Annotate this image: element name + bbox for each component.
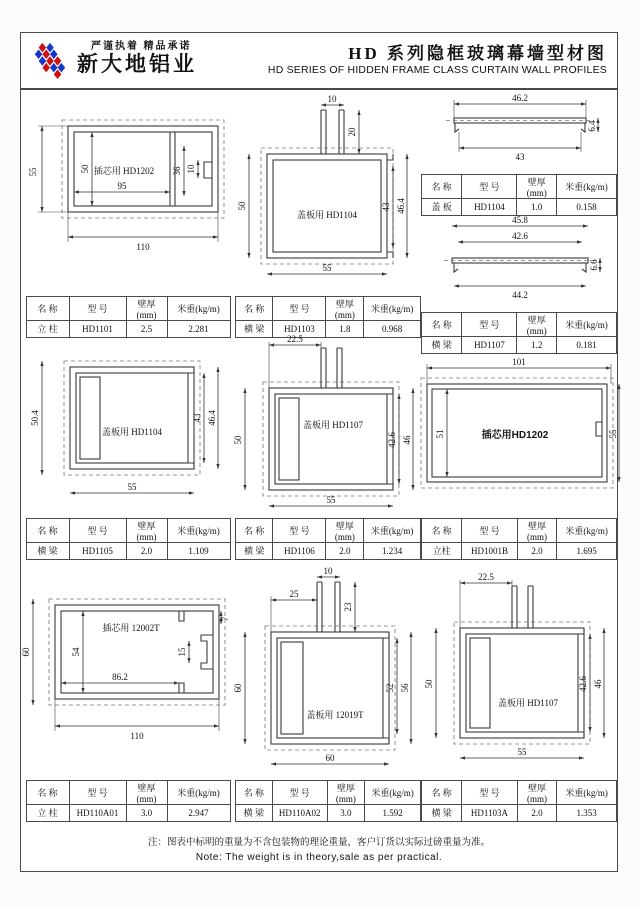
profile-drawing-hd1107-flat (424, 216, 614, 308)
spec-thickness: 2.0 (517, 804, 556, 821)
profile-geometry (444, 258, 596, 272)
page-frame (20, 32, 618, 872)
dim-label: 6.4 (587, 120, 597, 132)
spec-table-hd1103a (421, 780, 617, 822)
dim-label: 43 (515, 151, 525, 162)
footer-note (21, 830, 617, 871)
profile-drawing-hd1101 (26, 116, 231, 266)
spec-header: 名 称 (422, 780, 462, 804)
brand-block (29, 41, 197, 79)
spec-name: 立柱 (422, 542, 462, 559)
dim-label: 55 (322, 262, 332, 273)
spec-header: 壁厚(mm) (517, 174, 557, 198)
spec-header: 米重(kg/m) (167, 296, 230, 320)
spec-weight: 1.592 (365, 804, 421, 821)
dimensions-top (452, 215, 588, 242)
spec-header: 米重(kg/m) (167, 518, 230, 542)
spec-table-hd110a01 (26, 780, 231, 822)
spec-header: 名 称 (422, 174, 462, 198)
profile-use-label: 盖板用 HD1104 (102, 426, 162, 437)
spec-header: 壁厚(mm) (326, 518, 364, 542)
dim-label: 56 (400, 683, 410, 693)
diamond-cluster (35, 43, 65, 79)
dim-label: 50 (424, 679, 434, 689)
drawing-area (233, 565, 423, 776)
drawing-area (239, 90, 417, 292)
spec-table-hd1105 (26, 518, 231, 560)
dimensions-top (427, 357, 611, 384)
profile-sub-hd1104 (421, 90, 617, 216)
profile-use-label: 插芯用HD1202 (481, 429, 549, 441)
dim-label: 36 (171, 166, 182, 176)
spec-header: 米重(kg/m) (556, 312, 616, 336)
spec-model: HD110A02 (272, 804, 327, 821)
spec-header: 壁厚(mm) (126, 518, 167, 542)
dim-label: 110 (129, 730, 144, 741)
dim-label: 46.4 (396, 197, 406, 214)
profile-drawing-hd1103 (237, 93, 417, 286)
profile-use-label: 插芯用 HD1202 (93, 165, 154, 176)
company-logo-icon (29, 41, 71, 79)
drawing-area (21, 568, 236, 776)
profile-drawing-hd1001b (413, 356, 625, 504)
company-name: 新大地铝业 (77, 52, 197, 77)
spec-header: 名 称 (26, 518, 69, 542)
drawing-area (424, 568, 614, 776)
drawing-area (28, 346, 228, 514)
profile-geometry (261, 110, 393, 264)
spec-header: 名 称 (236, 518, 273, 542)
dim-label: 46 (593, 679, 603, 689)
spec-table-hd110a02 (235, 780, 421, 822)
dim-label: 95 (117, 180, 126, 191)
spec-name: 横 梁 (236, 542, 273, 559)
profile-cell-hd110a02 (233, 565, 421, 830)
spec-header: 米重(kg/m) (167, 780, 230, 804)
spec-weight: 0.158 (556, 198, 616, 215)
profile-geometry (64, 361, 200, 475)
spec-model: HD1105 (69, 542, 126, 559)
spec-weight: 0.181 (556, 336, 616, 353)
spec-model: HD1103A (462, 804, 518, 821)
dim-label: 55 (27, 167, 38, 177)
spec-header: 壁厚(mm) (517, 780, 556, 804)
dim-label: 10 (327, 93, 337, 104)
dim-label: 60 (20, 647, 31, 657)
spec-thickness: 2.0 (517, 542, 556, 559)
page-header (21, 33, 617, 90)
spec-thickness: 2.0 (326, 542, 364, 559)
dim-label: 22.5 (287, 333, 303, 344)
page-title-cn: HD 系列隐框玻璃幕墙型材图 (348, 44, 607, 64)
spec-header: 名 称 (26, 780, 69, 804)
spec-weight: 1.695 (557, 542, 617, 559)
dim-label: 50 (237, 201, 247, 211)
spec-header: 名 称 (236, 296, 273, 320)
dim-label: 44.2 (512, 289, 528, 300)
dim-label: 7 (219, 616, 230, 621)
spec-name: 横 梁 (26, 542, 69, 559)
drawing-area (26, 90, 231, 292)
spec-model: HD1103 (273, 320, 326, 337)
spec-thickness: 3.0 (126, 804, 167, 821)
dim-label: 55 (517, 746, 527, 757)
profile-drawing-hd1103a (424, 571, 614, 770)
spec-header: 型 号 (462, 174, 517, 198)
spec-header: 壁厚(mm) (327, 780, 365, 804)
spec-header: 壁厚(mm) (517, 518, 556, 542)
profile-drawing-hd110a01 (21, 591, 236, 753)
note-english: Note: The weight is in theory,sale as per practical. (195, 851, 443, 863)
profile-geometry (454, 586, 590, 744)
dim-label: 55 (127, 481, 137, 492)
spec-table-hd1106 (235, 518, 421, 560)
profile-use-label: 插芯用 12002T (101, 622, 160, 633)
spec-header: 型 号 (273, 296, 326, 320)
dim-label: 55 (326, 494, 336, 505)
dimensions (454, 93, 598, 162)
spec-header: 壁厚(mm) (126, 780, 167, 804)
profile-drawing-hd1104 (424, 90, 614, 170)
spec-model: HD1104 (462, 198, 517, 215)
spec-header: 型 号 (273, 518, 326, 542)
dim-label: 46 (402, 435, 412, 445)
dim-label: 60 (233, 683, 243, 693)
spec-name: 横 梁 (236, 804, 273, 821)
spec-thickness: 2.0 (126, 542, 167, 559)
spec-thickness: 1.8 (326, 320, 364, 337)
dim-label: 20 (347, 127, 357, 137)
dim-label: 45.8 (512, 214, 528, 225)
spec-table-hd1104 (421, 174, 617, 216)
spec-model: HD1107 (462, 336, 517, 353)
spec-weight: 2.281 (167, 320, 230, 337)
profile-cell-hd1105 (21, 346, 235, 568)
spec-header: 型 号 (462, 518, 518, 542)
profile-geometry (265, 582, 395, 750)
dimensions-bottom (454, 258, 600, 300)
spec-header: 型 号 (462, 312, 517, 336)
spec-header: 米重(kg/m) (557, 780, 617, 804)
spec-name: 横 梁 (422, 336, 462, 353)
spec-name: 横 梁 (236, 320, 273, 337)
profile-sub-hd1107-flat (421, 216, 617, 354)
dim-label: 101 (512, 356, 526, 367)
dim-label: 110 (135, 241, 150, 252)
dim-label: 42.6 (578, 675, 588, 692)
dimensions (21, 599, 230, 741)
spec-model: HD110A01 (69, 804, 126, 821)
spec-thickness: 1.2 (517, 336, 557, 353)
profile-drawing-hd110a02 (233, 565, 423, 776)
dim-label: 42.6 (512, 230, 528, 241)
spec-thickness: 3.0 (327, 804, 365, 821)
spec-model: HD1106 (273, 542, 326, 559)
spec-header: 名 称 (26, 296, 69, 320)
dim-label: 60 (325, 752, 335, 763)
spec-header: 壁厚(mm) (517, 312, 557, 336)
spec-header: 名 称 (236, 780, 273, 804)
profile-use-label: 盖板用 HD1107 (498, 697, 558, 708)
dim-label: 50.4 (30, 409, 40, 426)
spec-name: 立 柱 (26, 320, 69, 337)
title-block (268, 43, 607, 77)
spec-header: 壁厚(mm) (126, 296, 167, 320)
profile-cell-hd1001b (421, 346, 617, 568)
drawing-area (413, 346, 625, 514)
spec-header: 型 号 (69, 780, 126, 804)
dim-label: 15 (176, 647, 187, 657)
dim-label: 54 (70, 647, 81, 657)
spec-header: 型 号 (69, 296, 126, 320)
brand-slogan: 严谨执着 精品承诺 (91, 41, 192, 53)
spec-model: HD1001B (462, 542, 518, 559)
spec-weight: 1.234 (364, 542, 421, 559)
dim-label: 22.5 (478, 571, 494, 582)
spec-header: 型 号 (462, 780, 518, 804)
spec-header: 米重(kg/m) (556, 174, 616, 198)
page-title-en: HD SERIES OF HIDDEN FRAME CLASS CURTAIN WALL PROFILES (267, 64, 607, 77)
spec-header: 米重(kg/m) (557, 518, 617, 542)
dimensions (424, 572, 604, 758)
profile-cell-hd1103a (421, 568, 617, 830)
profile-use-label: 盖板用 12019T (306, 709, 364, 720)
spec-header: 米重(kg/m) (364, 518, 421, 542)
dim-label: 23 (343, 602, 353, 612)
dim-label: 25 (289, 588, 299, 599)
dim-label: 6.6 (589, 259, 599, 271)
profile-cell-hd110a01 (21, 568, 235, 830)
dimensions (28, 126, 218, 252)
spec-header: 型 号 (69, 518, 126, 542)
profile-geometry (446, 118, 594, 132)
spec-table-hd1101 (26, 296, 231, 338)
dim-label: 55 (608, 429, 618, 439)
spec-name: 立 柱 (26, 804, 69, 821)
spec-header: 壁厚(mm) (326, 296, 364, 320)
profile-use-label: 盖板用 HD1104 (297, 209, 357, 220)
spec-weight: 1.109 (167, 542, 230, 559)
spec-weight: 0.968 (364, 320, 421, 337)
note-chinese: 注：图表中标明的重量为不含包装物的理论重量，客户订货以实际过磅重量为准。 (147, 837, 490, 848)
spec-name: 盖 板 (422, 198, 462, 215)
profile-use-label: 盖板用 HD1107 (303, 419, 363, 430)
drawing-area (233, 333, 423, 514)
spec-name: 横 梁 (422, 804, 462, 821)
spec-header: 名 称 (422, 518, 462, 542)
dim-label: 50 (79, 164, 90, 174)
profile-cell-hd1101 (21, 90, 235, 346)
dim-label: 46.2 (512, 92, 528, 103)
profile-cell-flat-pair (421, 90, 617, 351)
dim-label: 43 (381, 202, 391, 212)
dim-label: 52 (385, 683, 395, 693)
profile-cell-hd1103 (235, 90, 421, 346)
spec-header: 米重(kg/m) (365, 780, 421, 804)
spec-header: 名 称 (422, 312, 462, 336)
dim-label: 51 (435, 429, 445, 439)
profile-drawing-hd1106 (233, 333, 423, 514)
dim-label: 42.6 (387, 431, 397, 448)
spec-thickness: 2.5 (126, 320, 167, 337)
profile-cell-hd1106 (233, 333, 421, 568)
dim-label: 46.4 (207, 409, 217, 426)
spec-table-hd1103 (235, 296, 421, 338)
spec-header: 型 号 (272, 780, 327, 804)
spec-header: 米重(kg/m) (364, 296, 421, 320)
drawings-grid (21, 90, 617, 830)
spec-weight: 1.353 (557, 804, 617, 821)
dim-label: 43 (192, 413, 202, 423)
dim-label: 50 (233, 435, 243, 445)
spec-model: HD1101 (69, 320, 126, 337)
spec-weight: 2.947 (167, 804, 230, 821)
dim-label: 10 (185, 164, 196, 174)
dim-label: 10 (323, 565, 333, 576)
dim-label: 86.2 (111, 671, 128, 682)
profile-drawing-hd1105 (28, 355, 228, 505)
brand-text (77, 41, 197, 76)
spec-table-hd1001b (421, 518, 617, 560)
spec-thickness: 1.0 (517, 198, 557, 215)
